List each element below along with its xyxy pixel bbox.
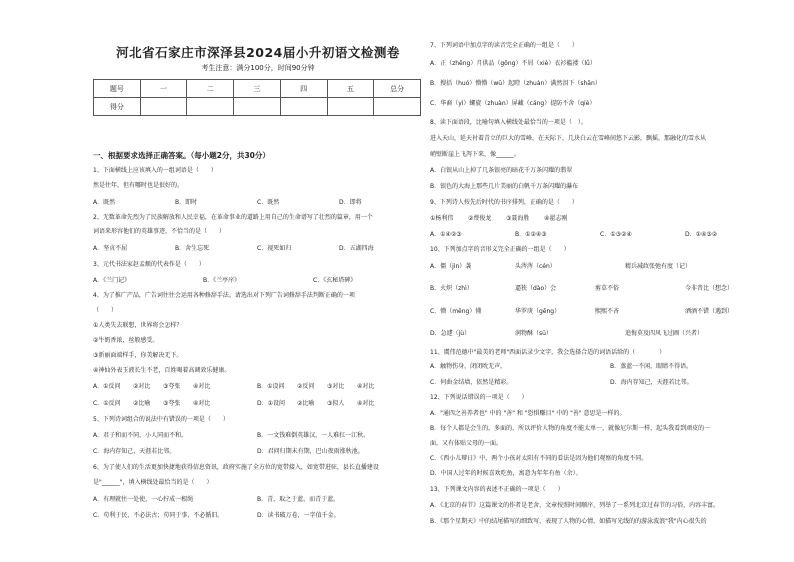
question-8-passage: 峭壁断崖上飞泻下来，像______。: [430, 151, 521, 158]
score-cell[interactable]: [187, 98, 234, 116]
question-1-option: D．即将: [339, 199, 362, 206]
question-12-option: A．"通四之善养者也" 中的 "善" 和 "恐惧赚目" 中的 "善" 意思是一样的。: [430, 410, 626, 417]
question-6-option: D．读书破万卷，一字值千金。: [257, 512, 340, 519]
question-4-option: ②比喻: [133, 400, 151, 407]
score-header-cell: 题号: [94, 80, 141, 98]
question-10-option: D．急遽（jù）: [430, 330, 471, 337]
question-9-option: A．①④②③: [430, 231, 462, 238]
question-4-option: ②对比: [133, 383, 151, 390]
question-7-stem: 7、下列词语中加点字的读音完全正确的一组是（ ）: [430, 42, 578, 49]
score-header-cell: 三: [234, 80, 281, 98]
question-8-option: B．银色的大海上那些几片美丽的白帆千万条闪耀的瀑布: [430, 183, 579, 190]
question-5-option: D．君问归期未有期，巴山夜雨涨秋池。: [257, 448, 364, 455]
question-10-option: 润物酥（sū）: [515, 330, 552, 337]
score-header-cell: 总分: [374, 80, 421, 98]
question-4-option: ③夸张: [163, 400, 181, 407]
question-4-option: ④对比: [193, 383, 211, 390]
question-2-option: A．坚贞不屈: [93, 245, 128, 252]
question-8-stem: 8、读下面语段，比喻句填入横线处最恰当的一项是（ ）。: [430, 119, 587, 126]
question-10-option: C．懵（měng）懂: [430, 308, 482, 315]
question-8-option: A．白银从山上掉了几条银亮的暗花千万条闪耀的翡翠: [430, 167, 573, 174]
question-4-option: ④对比: [193, 400, 211, 407]
question-13-option: B．《那个星期天》中的结尾描写的细致写，表现了人物的心情，如描写光线的的游泳波浪"我"内心很失的: [430, 518, 707, 525]
question-9-name: ②费俊龙: [468, 215, 492, 222]
question-5-option: A．君子和而不同，小人同而不和。: [93, 432, 188, 439]
score-header-cell: 一: [140, 80, 187, 98]
score-table-header-row: [94, 80, 421, 98]
question-7-option: C．华裔（yì）螺旋（zhuàn）屏藏（cáng）提防不舍（qiè）: [430, 100, 596, 107]
question-4-option: ③对比: [327, 383, 345, 390]
question-6-option: C．苟利于民，不必法古；苟同于事，不必循旧。: [93, 512, 224, 519]
page-title: 河北省石家庄市深泽县2024届小升初语文检测卷: [116, 45, 400, 60]
question-10-option: 熙熙不吝: [595, 308, 620, 315]
question-11-option: C．何曲金结墙，依然是精彩。: [430, 379, 513, 386]
question-2-option: B．舍生忘死: [175, 245, 210, 252]
question-4-option: B．①设问: [257, 383, 285, 390]
question-11-stem: 11、虞伟范德中"最美的老师"西面话录少文字，我会选择合适的词语话给的（ ）: [430, 349, 666, 356]
question-10-option: 精兵减政张弛有度（记）: [625, 263, 692, 270]
question-2-option: D．五湖四海: [339, 245, 374, 252]
question-1-option: A．既然: [93, 199, 116, 206]
question-9-option: C．①③②④: [600, 231, 632, 238]
question-3-option: B．《兰亭序》: [203, 277, 241, 284]
score-table-score-row: [94, 98, 421, 116]
question-11-option: A．触物伤身，闭闭吮无声。: [430, 363, 507, 370]
question-4-option: D．①设问: [257, 400, 285, 407]
question-11-option: D．海内存知己，天涯若比邻。: [610, 379, 693, 386]
question-1-stem: 1、下面横线上应该填入的一组词语是（ ）: [93, 167, 217, 174]
question-4-text: （ ）: [93, 307, 118, 314]
question-9-name: ④翟志刚: [544, 215, 568, 222]
question-1-option: B．即时: [175, 199, 198, 206]
score-cell[interactable]: [327, 98, 374, 116]
question-2-text: 词语来形容他们的英雄事迹，不恰当的是（ ）: [93, 228, 226, 235]
question-10-option: 华罗庚（gēng）: [515, 308, 561, 315]
question-12-stem: 12、下列说话错误的一项是（ ）: [430, 394, 528, 401]
question-9-stem: 9、下列诗人按先后时代的书序排列，正确的是（ ）: [430, 199, 578, 206]
question-4-stem: 4、为了推广产品，广告词往往会运用各种修辞手法。请选出对下列广告词修辞手法判断正确的一项: [93, 292, 355, 299]
score-cell[interactable]: [374, 98, 421, 116]
question-1-option: C．既然: [257, 199, 280, 206]
question-12-option: 面，又有体贴父母的一面。: [430, 440, 503, 447]
question-10-option: 剪草不俗: [595, 285, 620, 292]
question-9-option: D．①④③②: [685, 231, 718, 238]
question-10-option: A．僵（jìn）袭: [430, 263, 472, 270]
question-10-option: 追悔莫及四风飞过圃（兴者）: [625, 330, 704, 337]
question-2-option: C．视死如归: [257, 245, 292, 252]
question-9-option: B．①②④③: [515, 231, 547, 238]
question-10-option: 头涔涔（cén）: [515, 263, 556, 270]
question-3-stem: 3、元代书法家赵孟頫的代表作是（ ）: [93, 261, 205, 268]
question-4-option: A．①反问: [93, 383, 121, 390]
question-6-stem: 6、为了使人们的生活更加快捷地获得信息资讯，政府实施了全方位的宽带接入，如宽带进驻，县长直播建设: [93, 464, 379, 471]
score-header-cell: 四: [280, 80, 327, 98]
question-4-item: ②牛奶香浓，丝般感受。: [93, 337, 159, 344]
question-7-option: B．搜括（huó）懵懵（wū）起瞪（zhuàn）满然泪下（shān）: [430, 80, 601, 87]
question-7-option: A．正（zhēng）月供品（gōng）不屑（xiè）衣衫褴褛（lǚ）: [430, 60, 596, 67]
question-4-option: ②反问: [297, 383, 315, 390]
question-10-option: 逼狭（dào）会: [515, 285, 557, 292]
question-8-passage: 进入天山，延天衬着青立的巨大的雪峰，在天际下，几块白云在雪峰间悠下云影，飘摇，那融化的雪水从: [430, 135, 707, 142]
question-5-option: B．一文钱难倒英雄汉，一人难扛一江秋。: [257, 432, 370, 439]
question-13-stem: 13、下列课文内容的表述不正确的一项是（ ）: [430, 486, 564, 493]
question-12-option: C．《西小儿辩日》中，两个小孩对太阳有不同的看法是因为他们观察的角度不同。: [430, 455, 648, 462]
question-12-option: B．每个人都是会生的，多面的，所以评价人物的角度不能太单一，就像尼尔斯一样，起头我看到顽皮的一: [430, 425, 711, 432]
question-13-option: A．《北京的春节》这篇课文的作者是老舍，文章按照时间顺序，列举了一系列北京过春节的习俗，内容丰富。: [430, 502, 720, 509]
question-6-text: 是"______"，填入横线处最恰当的是（ ）: [93, 479, 213, 486]
question-2-stem: 2、无数革命先烈为了民族解放和人民幸福，在革命事业的道路上用自己的生命谱写了壮烈的篇章，用一个: [93, 214, 373, 221]
question-4-option: ④对比: [357, 383, 375, 390]
question-4-option: C．①反问: [93, 400, 121, 407]
question-11-option: B．蒸蓝一不闲，眼睛不得语。: [610, 363, 693, 370]
question-4-item: ①人类失去联想，世界将会怎样？: [93, 322, 183, 329]
question-3-option: C．《玄秘塔碑》: [313, 277, 357, 284]
exam-notice: 考生注意：满分100分，时间90分钟: [201, 64, 315, 72]
question-3-option: A．《兰门记》: [93, 277, 131, 284]
question-4-option: ③拟人: [327, 400, 345, 407]
question-4-item: ③新丽面端样手，你美解决无下。: [93, 352, 183, 359]
score-table: [93, 79, 421, 116]
question-6-option: B．青，取之于蓝，而青于蓝。: [257, 496, 340, 503]
score-header-cell: 五: [327, 80, 374, 98]
question-6-option: A．有理就往一处使，一心拧成一根绳: [93, 496, 194, 503]
section-heading: 一、根据要求选择正确答案。（每小题2分，共30分）: [93, 151, 270, 160]
score-row-label: 得分: [94, 98, 141, 116]
score-cell[interactable]: [234, 98, 281, 116]
question-10-stem: 10、下列加点字的音形义完全正确的一组是（ ）: [430, 246, 570, 253]
question-9-name: ①杨利伟: [430, 215, 454, 222]
question-1-text: 然是往年，但有哪时也是很好的。: [93, 182, 184, 189]
question-5-stem: 5、下列诗词组合的说法中有错误的一项是（ ）: [93, 416, 229, 423]
question-10-option: 洒酒不错（遇到）: [685, 308, 734, 315]
score-header-cell: 二: [187, 80, 234, 98]
question-4-option: ②比喻: [297, 400, 315, 407]
question-10-option: 今非昔比（想念）: [685, 285, 734, 292]
question-5-option: C．海内存知己，天涯若比邻。: [93, 448, 176, 455]
question-4-option: ③夸张: [163, 383, 181, 390]
question-4-item: ④神仙外表玉液长生不老，百姓喝着高调效乐健康。: [93, 367, 231, 374]
question-9-name: ③聂海胜: [506, 215, 530, 222]
score-cell[interactable]: [280, 98, 327, 116]
score-cell[interactable]: [140, 98, 187, 116]
question-4-option: ④对比: [357, 400, 375, 407]
question-12-option: D．中国人过年的时候喜欢吃鱼，寓意为年年有鱼（余）。: [430, 470, 582, 477]
question-10-option: B．火炽（zhì）: [430, 285, 473, 292]
